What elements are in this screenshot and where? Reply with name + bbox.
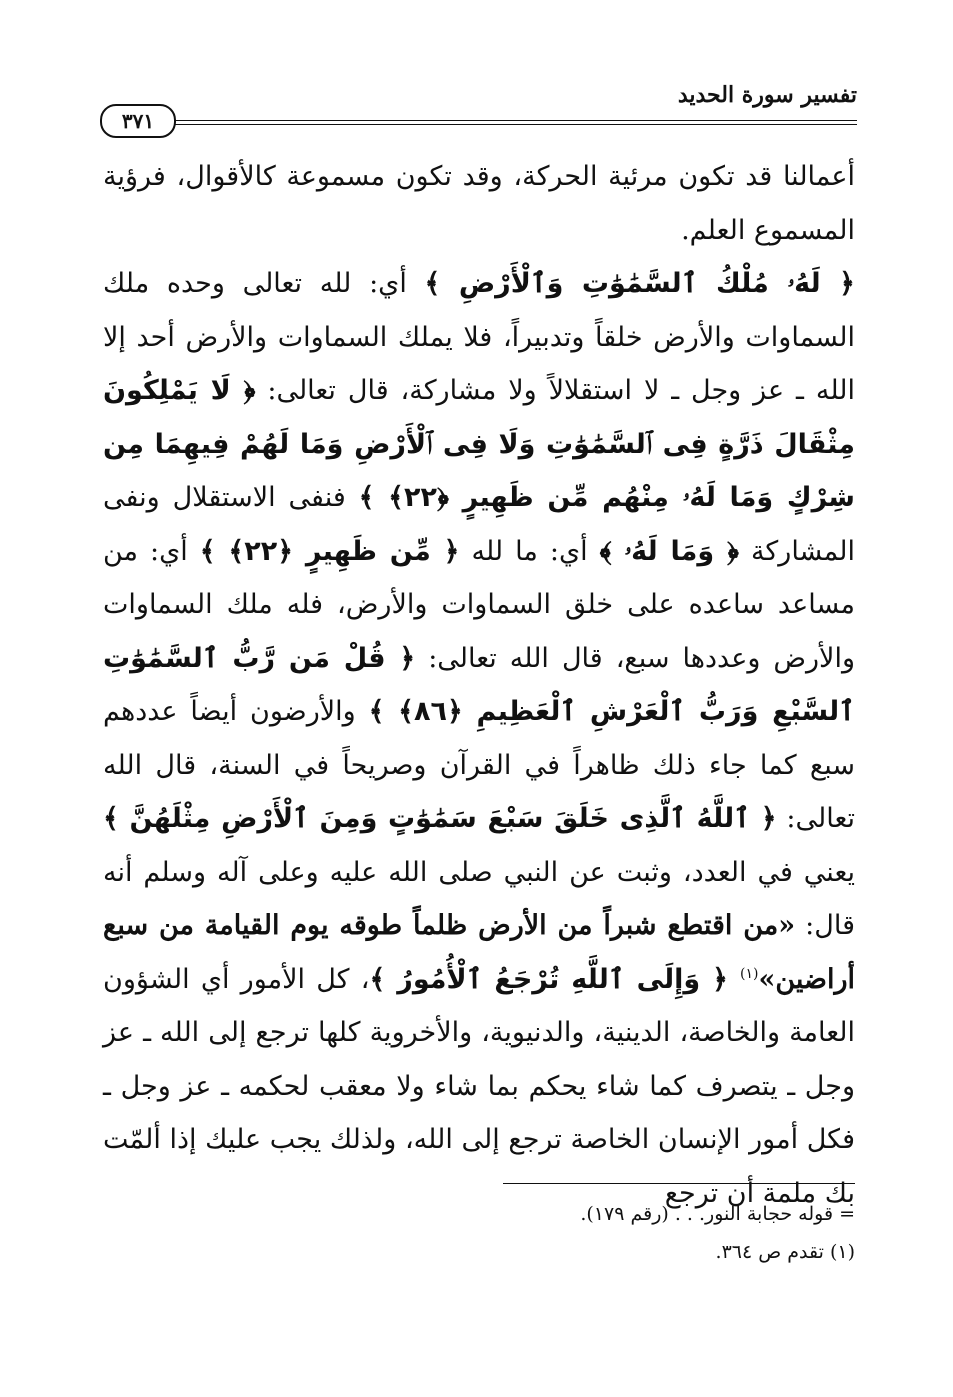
commentary-text: أي: ما لله: [459, 535, 600, 567]
footnote-reference: (١): [739, 965, 759, 982]
paragraph-1: أعمالنا قد تكون مرئية الحركة، وقد تكون مسموعة كالأقوال، فرؤية المسموع العلم.: [103, 161, 855, 246]
quran-verse: ﴿ وَمَا لَهُۥ ﴾: [599, 535, 739, 567]
hadith-quote: «من اقتطع شبراً من الأرض ظلماً طوقه يوم القيامة من سبع أراضين»: [103, 910, 855, 995]
footnote-rule: [503, 1183, 855, 1184]
quran-verse: ﴿ وَإِلَى ٱللَّهِ تُرْجَعُ ٱلْأُمُورُ ﴾: [369, 963, 740, 995]
footnote-1: (١) تقدم ص ٣٦٤.: [715, 1241, 855, 1263]
body-text: [103, 150, 855, 1220]
commentary-text: أي: من مساعد ساعده على خلق السماوات والأرض، فله ملك السماوات والأرض وعددها سبع، قال الله تعالى:: [103, 535, 855, 674]
quran-verse: ﴿ مِّن ظَهِيرٍ ﴿٢٢﴾ ﴾: [199, 535, 460, 567]
commentary-text: ، كل الأمور أي الشؤون العامة والخاصة، الدينية، والدنيوية، والأخروية كلها ترجع إلى الله ـ عز وجل ـ يتصرف كما شاء يحكم بما شاء ولا معقب لحكمه ـ عز وجل ـ فكل أمور الإنسان الخاصة ترجع إلى الله، ولذلك يجب عليك إذا ألمّت بك ملمة أن ترجع: [103, 963, 855, 1209]
quran-verse: ﴿ لَا يَمْلِكُونَ مِثْقَالَ ذَرَّةٍ فِى ٱلسَّمَٰوَٰتِ وَلَا فِى ٱلْأَرْضِ وَمَا لَهُمْ فِيهِمَا مِن شِرْكٍ وَمَا لَهُۥ مِنْهُم مِّن ظَهِيرٍ ﴿٢٢﴾ ﴾: [103, 375, 855, 513]
running-title: تفسير سورة الحديد: [677, 82, 857, 108]
quran-verse: ﴿ ٱللَّهُ ٱلَّذِى خَلَقَ سَبْعَ سَمَٰوَٰتٍ وَمِنَ ٱلْأَرْضِ مِثْلَهُنَّ ﴾: [103, 803, 777, 834]
footnote-continued: = قوله حجابة النور. . . (رقم ١٧٩).: [580, 1203, 855, 1225]
commentary-text: أي: لله تعالى وحده ملك السماوات والأرض خلقاً وتدبيراً، فلا يملك السماوات والأرض أحد إلا الله ـ عز وجل ـ لا استقلالاً ولا مشاركة، قال تعالى:: [103, 268, 855, 406]
commentary-text: والأرضون أيضاً عددهم سبع كما جاء ذلك ظاهراً في القرآن وصريحاً في السنة، قال الله تعالى:: [103, 696, 855, 834]
footnotes: [103, 1195, 855, 1271]
quran-verse: ﴿ قُلْ مَن رَّبُّ ٱلسَّمَٰوَٰتِ ٱلسَّبْعِ وَرَبُّ ٱلْعَرْشِ ٱلْعَظِيمِ ﴿٨٦﴾ ﴾: [103, 642, 855, 727]
paragraph-2: [103, 257, 855, 1220]
quran-verse: ﴿ لَهُۥ مُلْكُ ٱلسَّمَٰوَٰتِ وَٱلْأَرْضِ ﴾: [424, 268, 855, 299]
header-rule: [172, 120, 857, 125]
page-number: ٣٧١: [100, 104, 176, 138]
commentary-text: يعني في العدد، وثبت عن النبي صلى الله عليه وعلى آله وسلم أنه قال:: [103, 856, 855, 941]
commentary-text: فنفى الاستقلال ونفى المشاركة: [103, 482, 855, 567]
